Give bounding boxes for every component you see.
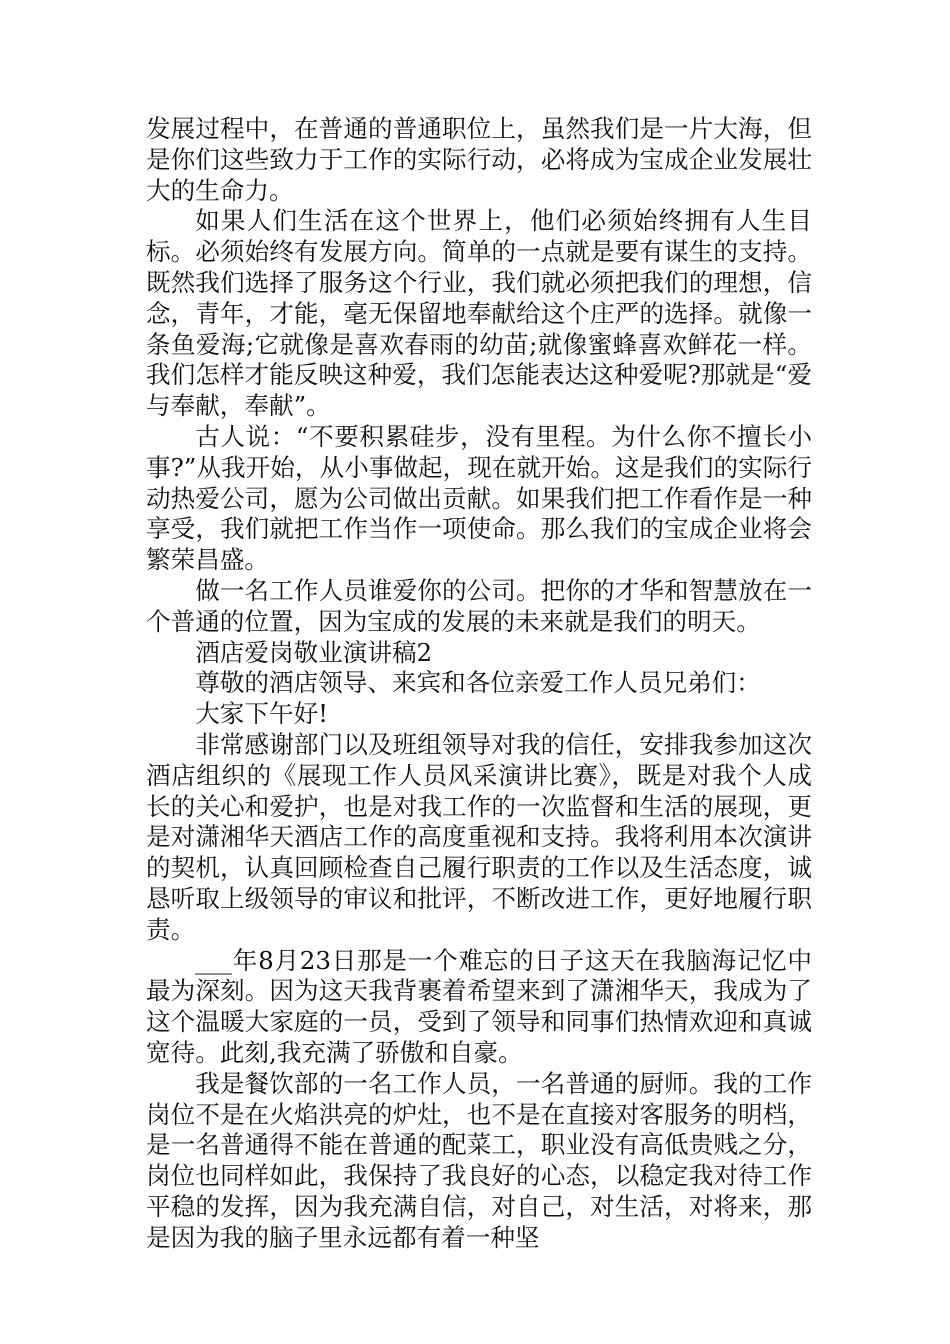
paragraph-love-company: 做一名工作人员谁爱你的公司。把你的才华和智慧放在一个普通的位置，因为宝成的发展的未来就是我们的明天。 xyxy=(146,575,812,636)
salutation: 尊敬的酒店领导、来宾和各位亲爱工作人员兄弟们： xyxy=(195,668,761,698)
document-page xyxy=(146,114,812,1253)
paragraph-memorable-day: ___年8月23日那是一个难忘的日子这天在我脑海记忆中最为深刻。因为这天我背裹着希望来到了潇湘华天，我成为了这个温暖大家庭的一员，受到了领导和同事们热情欢迎和真诚宽待。此刻,我充满了骄傲和自豪。 xyxy=(146,945,812,1067)
paragraph-thanks: 非常感谢部门以及班组领导对我的信任，安排我参加这次酒店组织的《展现工作人员风采演讲比赛》，既是对我个人成长的关心和爱护，也是对我工作的一次监督和生活的展现，更是对潇湘华天酒店工作的高度重视和支持。我将利用本次演讲的契机，认真回顾检查自己履行职责的工作以及生活态度，诚恳听取上级领导的审议和批评，不断改进工作，更好地履行职责。 xyxy=(146,729,812,944)
section-heading: 酒店爱岗敬业演讲稿2 xyxy=(195,637,433,667)
paragraph-continuation: 发展过程中，在普通的普通职位上，虽然我们是一片大海，但是你们这些致力于工作的实际行动，必将成为宝成企业发展壮大的生命力。 xyxy=(146,114,812,205)
paragraph-life-goals: 如果人们生活在这个世界上，他们必须始终拥有人生目标。必须始终有发展方向。简单的一点就是要有谋生的支持。既然我们选择了服务这个行业，我们就必须把我们的理想，信念，青年，才能，毫无保留地奉献给这个庄严的选择。就像一条鱼爱海;它就像是喜欢春雨的幼苗;就像蜜蜂喜欢鲜花一样。我们怎样才能反映这种爱，我们怎能表达这种爱呢?那就是“爱与奉献，奉献”。 xyxy=(146,206,812,421)
greeting: 大家下午好! xyxy=(195,699,329,729)
paragraph-chef-role: 我是餐饮部的一名工作人员，一名普通的厨师。我的工作岗位不是在火焰洪亮的炉灶，也不是在直接对客服务的明档，是一名普通得不能在普通的配菜工，职业没有高低贵贱之分，岗位也同样如此，我保持了我良好的心态，以稳定我对待工作平稳的发挥，因为我充满自信，对自己，对生活，对将来，那是因为我的脑子里永远都有着一种坚 xyxy=(146,1068,812,1252)
paragraph-ancient-saying: 古人说：“不要积累硅步，没有里程。为什么你不擅长小事?”从我开始，从小事做起，现在就开始。这是我们的实际行动热爱公司，愿为公司做出贡献。如果我们把工作看作是一种享受，我们就把工作当作一项使命。那么我们的宝成企业将会繁荣昌盛。 xyxy=(146,421,812,575)
